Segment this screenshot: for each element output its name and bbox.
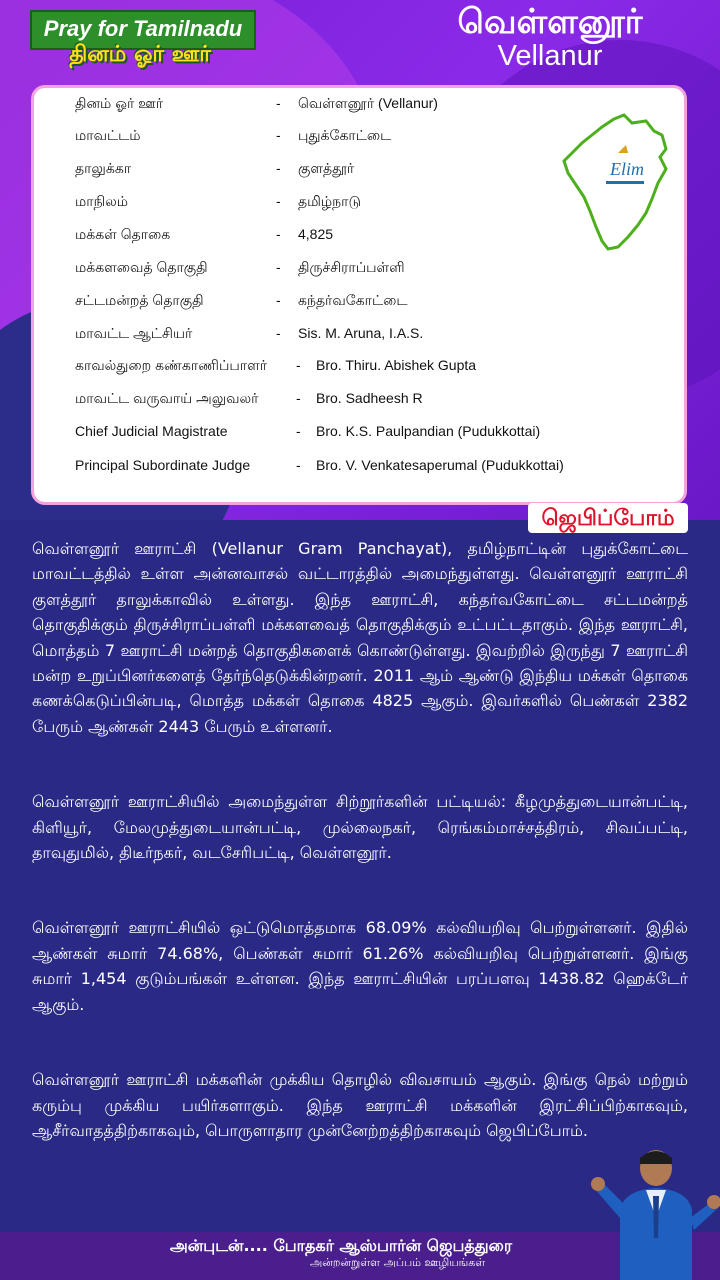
info-label: மாவட்டம் [75, 127, 141, 143]
info-row [75, 259, 405, 278]
info-row [75, 457, 564, 473]
info-label: தினம் ஓர் ஊர் [75, 95, 164, 111]
village-title-english: Vellanur [497, 40, 603, 72]
info-label: மாவட்ட ஆட்சியர் [75, 325, 193, 341]
info-dash: - [276, 127, 281, 143]
paragraph: வெள்ளனூர் ஊராட்சியில் ஒட்டுமொத்தமாக 68.09% கல்வியறிவு பெற்றுள்ளனர். இதில் ஆண்கள் சுமார் 74.68%, பெண்கள் சுமார் 61.26% கல்வியறிவு பெற்றுள்ளனர். இங்கு சுமார் 1,454 குடும்பங்கள் உள்ளன. இந்த ஊராட்சியின் பரப்பளவு 1438.82 ஹெக்டேர் ஆகும். [32, 918, 688, 1014]
info-row [75, 193, 361, 212]
info-value: திருச்சிராப்பள்ளி [298, 259, 405, 275]
info-value: புதுக்கோட்டை [298, 127, 392, 143]
elim-logo: Elim [610, 159, 644, 179]
footer-ministry: அன்றன்றுள்ள அப்பம் ஊழியங்கள் [310, 1256, 486, 1269]
info-value: 4,825 [298, 226, 334, 242]
paragraph: வெள்ளனூர் ஊராட்சி மக்களின் முக்கிய தொழில் விவசாயம் ஆகும். இங்கு நெல் மற்றும் கரும்பு முக்கிய பயிர்களாகும். இந்த ஊராட்சி மக்களின் இரட்சிப்பிற்காகவும், ஆசீர்வாதத்திற்காகவும், பொருளாதார முன்னேற்றத்திற்காகவும் ஜெபிப்போம். [32, 1070, 689, 1140]
info-dash: - [276, 193, 281, 209]
pray-tag: ஜெபிப்போம் [528, 503, 688, 533]
info-value: கந்தர்வகோட்டை [298, 292, 408, 308]
info-row [75, 390, 423, 409]
info-label: தாலுக்கா [75, 160, 132, 176]
info-value: Bro. V. Venkatesaperumal (Pudukkottai) [316, 457, 564, 473]
info-label: மக்களவைத் தொகுதி [75, 259, 208, 275]
info-row [75, 95, 438, 114]
info-row [75, 357, 477, 376]
info-row [75, 226, 334, 245]
info-value: தமிழ்நாடு [298, 193, 361, 209]
info-value: வெள்ளனூர் (Vellanur) [298, 95, 438, 111]
description [32, 536, 688, 1193]
info-row [75, 160, 355, 179]
info-dash: - [276, 160, 281, 176]
pray-banner: Pray for Tamilnadu [30, 10, 256, 50]
info-row [75, 127, 392, 146]
info-dash: - [276, 325, 281, 341]
info-dash: - [276, 95, 281, 111]
village-title-tamil: வெள்ளனூர் [457, 2, 643, 42]
info-value: Sis. M. Aruna, I.A.S. [298, 325, 424, 341]
info-label: மாவட்ட வருவாய் அலுவலர் [75, 390, 259, 406]
info-label: காவல்துறை கண்காணிப்பாளர் [75, 357, 268, 373]
info-label: சட்டமன்றத் தொகுதி [75, 292, 204, 308]
info-value: குளத்தூர் [298, 160, 355, 176]
footer-signature: அன்புடன்.... போதகர் ஆஸ்பார்ன் ஜெபத்துரை [170, 1236, 513, 1255]
info-dash: - [276, 292, 281, 308]
info-value: Bro. Sadheesh R [316, 390, 423, 406]
info-dash: - [276, 259, 281, 275]
daily-label: தினம் ஓர் ஊர் [69, 42, 211, 67]
info-row [75, 292, 408, 311]
info-dash: - [296, 390, 301, 406]
info-dash: - [296, 457, 301, 473]
info-label: மாநிலம் [75, 193, 129, 209]
info-value: Bro. K.S. Paulpandian (Pudukkottai) [316, 423, 541, 439]
info-dash: - [296, 357, 301, 373]
paragraph: வெள்ளனூர் ஊராட்சியில் அமைந்துள்ள சிற்றூர்களின் பட்டியல்: கீழமுத்துடையான்பட்டி, கிளியூர், மேலமுத்துடையான்பட்டி, முல்லைநகர், ரெங்கம்மாச்சத்திரம், சிவப்பட்டி, தாவுதுமில், திடீர்நகர், வடசேரிபட்டி, வெள்ளனூர். [32, 792, 688, 863]
info-label: மக்கள் தொகை [75, 226, 171, 242]
info-label: Chief Judicial Magistrate [75, 423, 228, 439]
info-value: Bro. Thiru. Abishek Gupta [316, 357, 477, 373]
info-dash: - [276, 226, 281, 242]
tamilnadu-map-icon [562, 113, 672, 253]
info-dash: - [296, 423, 301, 439]
paragraph: வெள்ளனூர் ஊராட்சி (Vellanur Gram Panchayat), தமிழ்நாட்டின் புதுக்கோட்டை மாவட்டத்தில் உள்ள அன்னவாசல் வட்டாரத்தில் அமைந்துள்ளது. வெள்ளனூர் ஊராட்சி குளத்தூர் தாலுக்காவில் உள்ளது. இந்த ஊராட்சி, கந்தர்வகோட்டை சட்டமன்றத் தொகுதிக்கும் திருச்சிராப்பள்ளி மக்களவைத் தொகுதிக்கும் உட்பட்டதாகும். இந்த ஊராட்சி, மொத்தம் 7 ஊராட்சி மன்றத் தொகுதிகளைக் கொண்டுள்ளது. இவற்றில் இருந்து 7 ஊராட்சி மன்ற உறுப்பினர்களைத் தேர்ந்தெடுக்கின்றனர். 2011 ஆம் ஆண்டு இந்திய மக்கள் தொகை கணக்கெடுப்பின்படி, மொத்த மக்கள் தொகை 4825 ஆகும். இவர்களில் பெண்கள் 2382 பேரும் ஆண்கள் 2443 பேரும் உள்ளனர். [32, 539, 688, 736]
info-row [75, 325, 424, 344]
info-row [75, 423, 541, 439]
pastor-photo [590, 1148, 720, 1280]
info-label: Principal Subordinate Judge [75, 457, 251, 473]
